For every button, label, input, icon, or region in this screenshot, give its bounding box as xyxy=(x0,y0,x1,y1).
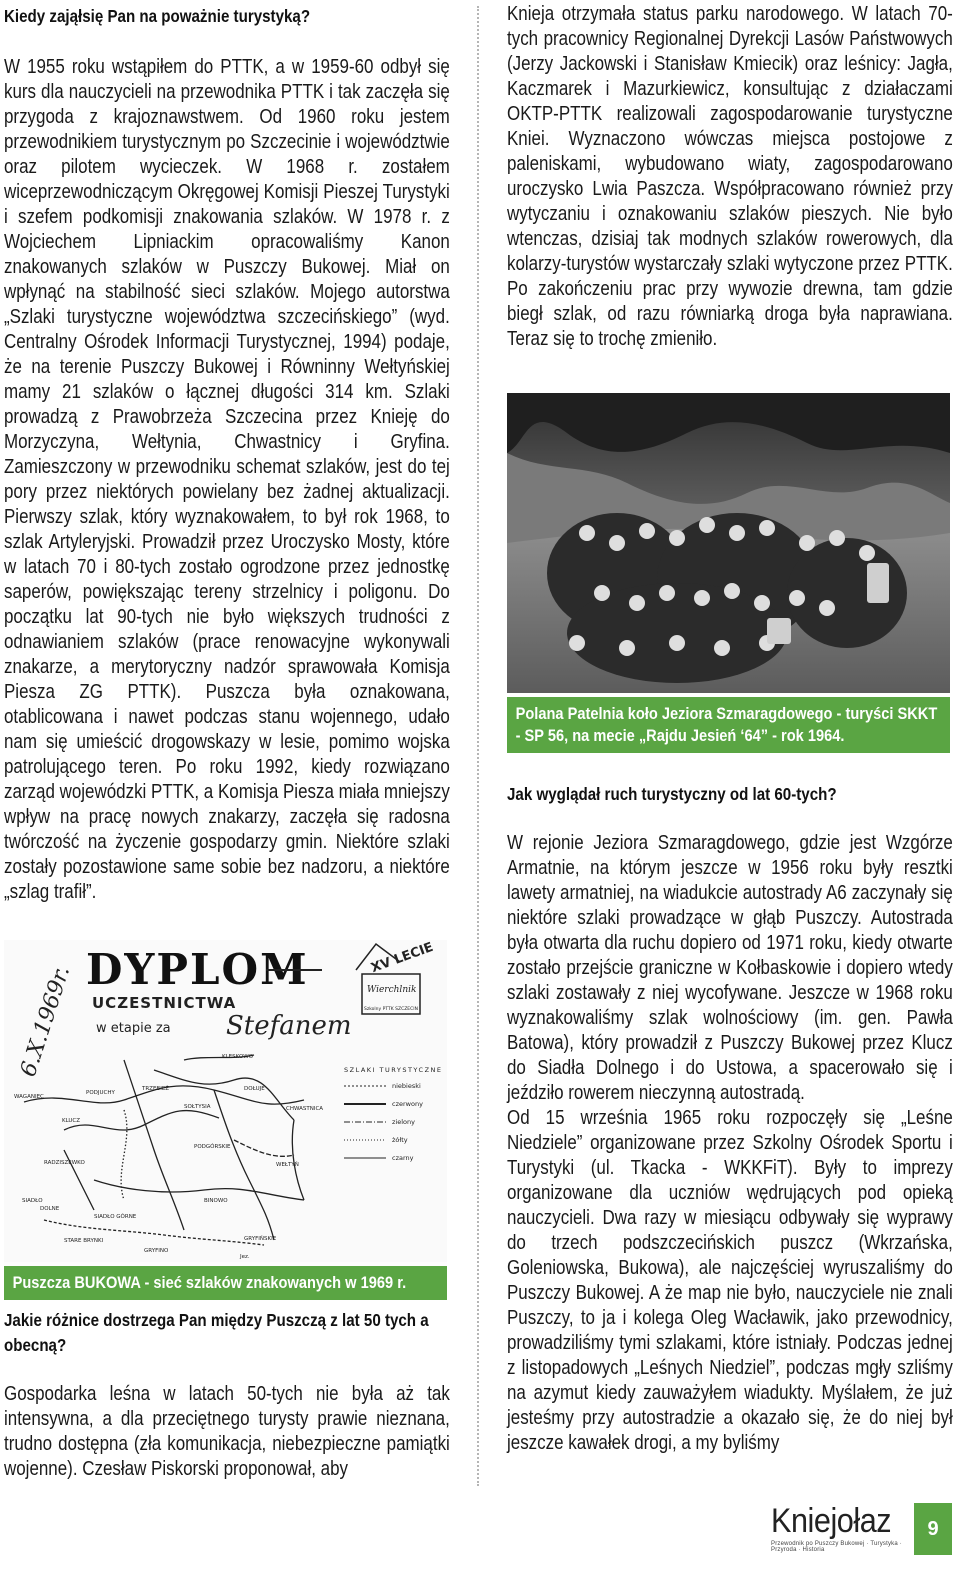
svg-text:KLESKOWO: KLESKOWO xyxy=(222,1054,254,1060)
diploma-title: DYPLOM xyxy=(86,945,309,994)
svg-text:DOLNE: DOLNE xyxy=(40,1206,60,1212)
right-column xyxy=(507,2,953,352)
svg-text:STARE BRYNKI: STARE BRYNKI xyxy=(64,1238,104,1244)
logo-text: Kniejołaz xyxy=(771,1502,892,1540)
svg-text:SOŁTYSIA: SOŁTYSIA xyxy=(184,1104,211,1110)
diploma-image xyxy=(4,940,447,1300)
svg-text:BINOWO: BINOWO xyxy=(204,1198,228,1204)
svg-text:Wierchlnik: Wierchlnik xyxy=(367,985,417,995)
svg-text:XV LECIE: XV LECIE xyxy=(369,940,436,977)
svg-text:żółty: żółty xyxy=(392,1136,408,1144)
body-paragraph: W rejonie Jeziora Szmaragdowego, gdzie jest Wzgórze Armatnie, na którym jeszcze w 1956 roku były resztki lawety armatniej, na wiadukcie autostrady A6 zaczynały się niektóre szlaki prowadzące w głąb Puszczy. Autostrada była otwarta dla ruchu dopiero od 1971 roku, kiedy otwarte zostało przejście graniczne w Kołbaskowie i dopiero wtedy szlaki zostawały z niej wycofywane. Jeszcze w 1968 roku wyznakowaliśmy szlak wolnościowy (im. gen. Pawła Batowa), który prowadził z Puszczy Bukowej przez Klucz do Siadła Dolnego i do Ustowa, a spacerowało się i jeździło rowerem nieczynną autostradą. xyxy=(507,832,953,1104)
magazine-logo xyxy=(771,1503,906,1555)
body-paragraph: Od 15 września 1965 roku rozpoczęły się „Leśne Niedziele” organizowane przez Szkolny Ośrodek Sportu i Turystyki (ul. Tkacka - WKKFiT). Były to imprezy organizowane dla uczniów wędrujących pod opieką nauczycieli. Dwa razy w miesiącu odbywały się wyprawy do trzech podszczecińskich puszcz (Wkrzańska, Goleniowska, Bukowa), ale najczęściej wyruszaliśmy do Puszczy Bukowej. A że map nie było, nauczyciele nie znali Puszczy, to ja i kolega Oleg Wacławik, jako przewodnicy, prowadziliśmy tymi szlakami, które istniały. Podczas jednej z listopadowych „Leśnych Niedziel”, podczas mgły szliśmy na azymut kiedy zauważyłem wiadukty. Myślałem, że już jesteśmy przy autostradzie a okazało się, że do niej był jeszcze kawałek drogi, a my byliśmy xyxy=(507,1107,953,1454)
svg-text:GRYFINO: GRYFINO xyxy=(144,1248,169,1254)
svg-text:PODJUCHY: PODJUCHY xyxy=(86,1090,115,1096)
body-paragraph: W 1955 roku wstąpiłem do PTTK, a w 1959-60 odbył się kurs dla nauczycieli na przewodnika PTTK i tak zaczęła się przygoda z krajoznawstwem. Od 1960 roku jestem przewodnikiem turystycznym po Szczecinie i województwie oraz pilotem wycieczek. W 1968 r. zostałem wiceprzewodniczącym Okręgowej Komisji Pieszej Turystyki i szefem podkomisji znakowania szlaków. W 1978 r. z Wojciechem Lipniackim opracowaliśmy Kanon znakowanych szlaków w Puszczy Bukowej. Miał on wpłynąć na stabilność sieci szlaków. Mojego autorstwa „Szlaki turystyczne województwa szczecińskiego” (wyd. Centralny Ośrodek Informacji Turystycznej, 1994) podaje, że na terenie Puszczy Bukowej i Równinny Wełtyńskiej mamy 21 szlaków o łącznej długości 314 km. Szlaki prowadzą z Prawobrzeża Szczecina przez Knieję do Morzyczyna, Wełtynia, Chwastnicy i Gryfina. Zamieszczony w przewodniku schemat szlaków, jest do tej pory przez niektórych powielany bez żadnej aktualizacji. Pierwszy szlak, który wyznakowałem, to był rok 1968, to szlak Artyleryjski. Prowadził przez Uroczysko Mosty, które w latach 70 i 80-tych zostało ogrodzone przez jednostkę saperów, powiększając tereny strzelnicy i poligonu. Do początku lat 90-tych nie było większych trudności z odnawianiem szlaków (prace renowacyjne wykonywali znakarze, a merytoryczny nadzór sprawowała Komisja Piesza ZG PTTK). Puszcza była oznakowana, otablicowana i nawet podczas stanu wojennego, udało nam się umieścić drogowskazy w lesie, pomimo wojska patrolującego teren. Po roku 1992, kiedy rozwiązano zarząd wojewódzki PTTK, a Komisja Piesza miała mniejszy wpływ na pracę nowych znakarzy, zaczęła się radosna twórczość na życzenie gospodarzy gmin. Niektóre szlaki zostały pozostawione same sobie bez nadzoru, a niektóre „szlag trafił”. xyxy=(4,56,450,903)
photo-caption-bar xyxy=(507,697,950,753)
legend-title: SZLAKI TURYSTYCZNE xyxy=(344,1066,443,1074)
body-paragraph: Gospodarka leśna w latach 50-tych nie była aż tak intensywna, a dla przeciętnego turysty prawie nieznana, trudno dostępna (zła komunikacja, niebezpieczne pamiątki wojenne). Czesław Piskorski proponował, aby xyxy=(4,1383,450,1480)
svg-text:TRZEBIEŻ: TRZEBIEŻ xyxy=(142,1086,170,1092)
left-column xyxy=(4,4,450,905)
page-number: 9 xyxy=(914,1503,952,1555)
svg-text:SIADŁO GÓRNE: SIADŁO GÓRNE xyxy=(94,1214,137,1220)
svg-text:WEŁTYŃ: WEŁTYŃ xyxy=(276,1162,299,1168)
svg-text:czerwony: czerwony xyxy=(392,1100,423,1108)
column-divider xyxy=(477,6,479,1486)
photo-caption: Polana Patelnia koło Jeziora Szmaragdowego - turyści SKKT - SP 56, na mecie „Rajdu Jesień ‘64” - rok 1964. xyxy=(515,704,938,745)
svg-text:czarny: czarny xyxy=(392,1154,414,1162)
svg-text:zielony: zielony xyxy=(392,1118,415,1126)
svg-text:Szkolny PTTK SZCZECIN: Szkolny PTTK SZCZECIN xyxy=(364,1007,418,1012)
section-heading: Jak wyglądał ruch turystyczny od lat 60-tych? xyxy=(507,784,837,804)
handwritten-name: Stefanem xyxy=(226,1011,352,1041)
svg-text:niebieski: niebieski xyxy=(392,1082,421,1090)
svg-text:CHWASTNICA: CHWASTNICA xyxy=(286,1106,324,1112)
svg-text:GRYFIŃSKIE: GRYFIŃSKIE xyxy=(244,1236,277,1242)
svg-text:Jez.: Jez. xyxy=(240,1254,250,1260)
svg-text:RADZISZEWKO: RADZISZEWKO xyxy=(44,1160,85,1166)
section-heading: Kiedy zająłsię Pan na poważnie turystyką? xyxy=(4,6,311,26)
right-column-lower xyxy=(507,782,953,1456)
svg-text:SIADŁO: SIADŁO xyxy=(22,1198,43,1204)
section-heading: Jakie różnice dostrzega Pan między Puszczą z lat 50 tych a obecną? xyxy=(4,1310,429,1355)
handwritten-date: 6.X.1969r. xyxy=(15,963,76,1080)
svg-text:KLUCZ: KLUCZ xyxy=(62,1118,81,1124)
body-paragraph: Knieja otrzymała status parku narodowego. W latach 70-tych pracownicy Regionalnej Dyrekcji Lasów Państwowych (Jerzy Jackowski i Stanisław Kmiecik) oraz leśnicy: Jagła, Kaczmarek i Mazurkiewicz, konsultując z działaczami OKTP-PTTK realizowali zagospodarowanie turystyczne Kniei. Wyznaczono wówczas miejsca postojowe z paleniskami, wybudowano wiaty, zagospodarowano uroczysko Lwia Paszcza. Współpracowano również przy wytyczaniu i oznakowaniu szlaków pieszych. Nie było wtenczas, dzisiaj tak modnych szlaków rowerowych, dla kolarzy-turystów wystarczały szlaki wytyczone przez PTTK. Po zakończeniu prac przy wywozie drewna, tam gdzie biegł szlak, od razu równiarką droga była naprawiana. Teraz się to trochę zmieniło. xyxy=(507,3,953,350)
diploma-map-figure xyxy=(4,940,447,1262)
svg-text:DOŁUJE: DOŁUJE xyxy=(244,1086,265,1092)
diploma-caption-bar xyxy=(4,1266,447,1300)
logo-subtitle: Przewodnik po Puszczy Bukowej · Turystyka · Przyroda · Historia xyxy=(771,1541,902,1553)
svg-text:WAGANIEC: WAGANIEC xyxy=(14,1094,44,1100)
svg-text:PODGÓRSKIE: PODGÓRSKIE xyxy=(194,1144,231,1150)
left-column-lower xyxy=(4,1308,450,1482)
diploma-stage-label: w etapie za xyxy=(96,1021,171,1036)
diploma-caption: Puszcza BUKOWA - sieć szlaków znakowanych w 1969 r. xyxy=(12,1273,407,1292)
diploma-subtitle: UCZESTNICTWA xyxy=(92,994,237,1012)
group-photo xyxy=(507,393,950,753)
